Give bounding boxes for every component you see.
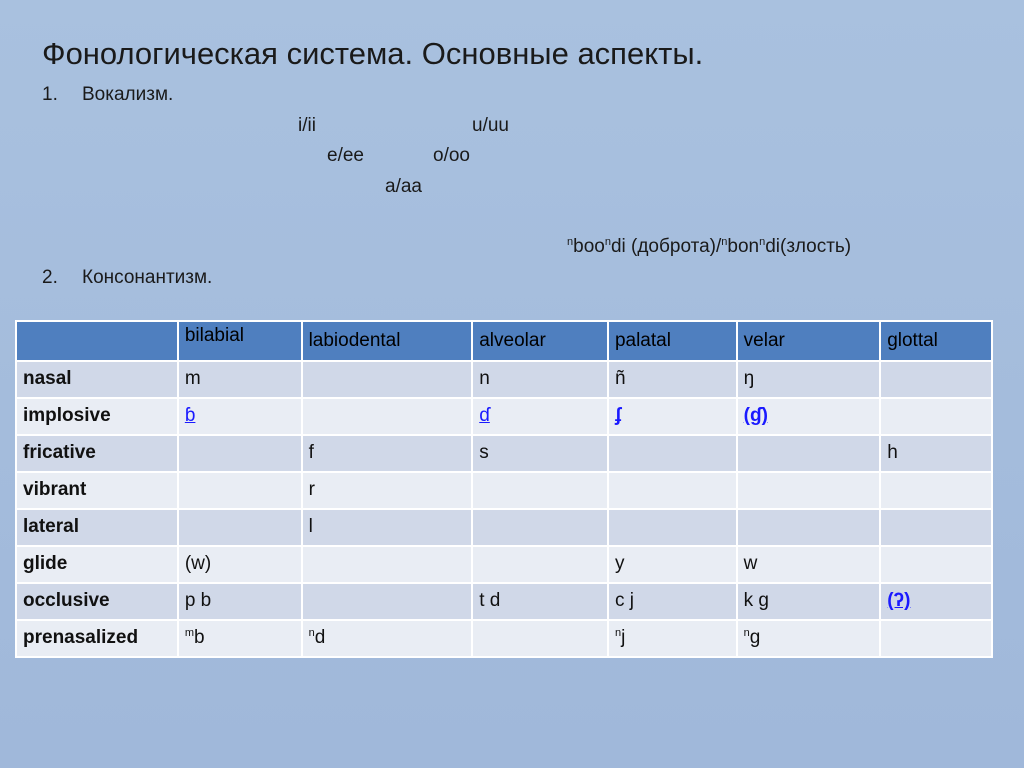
table-cell xyxy=(472,509,608,546)
prenasal-mark: n xyxy=(743,627,750,639)
table-header-row xyxy=(16,321,992,361)
table-row xyxy=(16,583,992,620)
table-cell: y xyxy=(608,546,737,583)
table-cell: p b xyxy=(178,583,302,620)
table-cell xyxy=(472,398,608,435)
column-header-alveolar: alveolar xyxy=(472,321,608,361)
column-header-glottal: glottal xyxy=(880,321,992,361)
table-cell xyxy=(302,620,473,657)
table-cell xyxy=(472,472,608,509)
row-header-glide: glide xyxy=(16,546,178,583)
table-cell xyxy=(880,546,992,583)
row-header-nasal: nasal xyxy=(16,361,178,398)
table-cell: k g xyxy=(737,583,881,620)
example-segment: di(злость) xyxy=(765,236,852,257)
table-cell: r xyxy=(302,472,473,509)
table-cell: (w) xyxy=(178,546,302,583)
table-cell: w xyxy=(737,546,881,583)
table-cell xyxy=(302,361,473,398)
prenasal-mark: n xyxy=(604,236,611,248)
example-segment: boo xyxy=(573,236,605,257)
column-header-palatal: palatal xyxy=(608,321,737,361)
table-row xyxy=(16,509,992,546)
table-row xyxy=(16,435,992,472)
phoneme-link[interactable]: ɓ xyxy=(184,405,196,426)
table-cell xyxy=(737,472,881,509)
phoneme-link[interactable]: (ʔ) xyxy=(887,590,911,611)
table-cell: ŋ xyxy=(737,361,881,398)
list-label: Вокализм. xyxy=(82,84,174,105)
table-cell xyxy=(302,398,473,435)
prenasal-mark: m xyxy=(184,627,194,639)
table-cell xyxy=(608,398,737,435)
table-cell xyxy=(608,435,737,472)
table-cell xyxy=(472,620,608,657)
table-cell xyxy=(880,583,992,620)
list-number: 2. xyxy=(42,267,58,288)
table-cell: ñ xyxy=(608,361,737,398)
table-cell xyxy=(472,546,608,583)
column-header-velar: velar xyxy=(737,321,881,361)
table-cell: m xyxy=(178,361,302,398)
table-cell xyxy=(608,509,737,546)
example-segment: bon xyxy=(727,236,760,257)
table-cell xyxy=(608,472,737,509)
prenasal-mark: n xyxy=(308,627,315,639)
table-cell xyxy=(737,509,881,546)
table-cell: h xyxy=(880,435,992,472)
table-cell: t d xyxy=(472,583,608,620)
table-cell xyxy=(880,398,992,435)
table-cell xyxy=(302,546,473,583)
table-row xyxy=(16,472,992,509)
prenasal-mark: n xyxy=(614,627,622,639)
table-row xyxy=(16,620,992,657)
table-row xyxy=(16,398,992,435)
table-cell xyxy=(880,509,992,546)
column-header-bilabial: bilabial xyxy=(178,321,302,361)
table-cell xyxy=(178,620,302,657)
example-words xyxy=(567,236,851,258)
list-item-vocalism xyxy=(42,84,173,106)
list-label: Консонантизм. xyxy=(82,267,213,288)
row-header-prenasalized: prenasalized xyxy=(16,620,178,657)
phoneme: j xyxy=(621,627,626,648)
table-cell xyxy=(737,398,881,435)
table-cell xyxy=(880,361,992,398)
table-cell xyxy=(608,620,737,657)
phoneme-link[interactable]: ʄ xyxy=(614,405,622,426)
vowel-back-high: u/uu xyxy=(472,115,509,136)
row-header-vibrant: vibrant xyxy=(16,472,178,509)
vowel-front-high: i/ii xyxy=(298,115,316,136)
row-header-lateral: lateral xyxy=(16,509,178,546)
phoneme-link[interactable]: (ɠ) xyxy=(743,405,768,426)
consonant-table xyxy=(15,320,993,658)
prenasal-mark: n xyxy=(567,236,574,248)
table-cell xyxy=(737,435,881,472)
table-cell: n xyxy=(472,361,608,398)
table-cell xyxy=(880,620,992,657)
table-cell xyxy=(178,435,302,472)
vowel-back-mid: o/oo xyxy=(433,145,470,166)
row-header-fricative: fricative xyxy=(16,435,178,472)
phoneme: g xyxy=(749,627,761,648)
row-header-occlusive: occlusive xyxy=(16,583,178,620)
example-segment: di (доброта)/ xyxy=(610,236,722,257)
phoneme: b xyxy=(194,627,205,648)
table-cell xyxy=(880,472,992,509)
list-item-consonantism xyxy=(42,267,212,289)
list-number: 1. xyxy=(42,84,58,105)
table-cell: c j xyxy=(608,583,737,620)
prenasal-mark: n xyxy=(759,236,766,248)
phoneme: d xyxy=(314,627,326,648)
table-cell xyxy=(178,398,302,435)
table-cell xyxy=(178,472,302,509)
table-cell: s xyxy=(472,435,608,472)
table-cell: l xyxy=(302,509,473,546)
table-cell xyxy=(178,509,302,546)
table-cell xyxy=(302,583,473,620)
column-header xyxy=(16,321,178,361)
table-cell: f xyxy=(302,435,473,472)
table-row xyxy=(16,361,992,398)
phoneme-link[interactable]: ɗ xyxy=(479,405,490,426)
column-header-labiodental: labiodental xyxy=(302,321,473,361)
vowel-front-mid: e/ee xyxy=(327,145,364,166)
prenasal-mark: n xyxy=(721,236,728,248)
table-cell xyxy=(737,620,881,657)
vowel-low: a/aa xyxy=(385,176,422,197)
slide-title: Фонологическая система. Основные аспекты. xyxy=(42,36,704,71)
table-row xyxy=(16,546,992,583)
row-header-implosive: implosive xyxy=(16,398,178,435)
